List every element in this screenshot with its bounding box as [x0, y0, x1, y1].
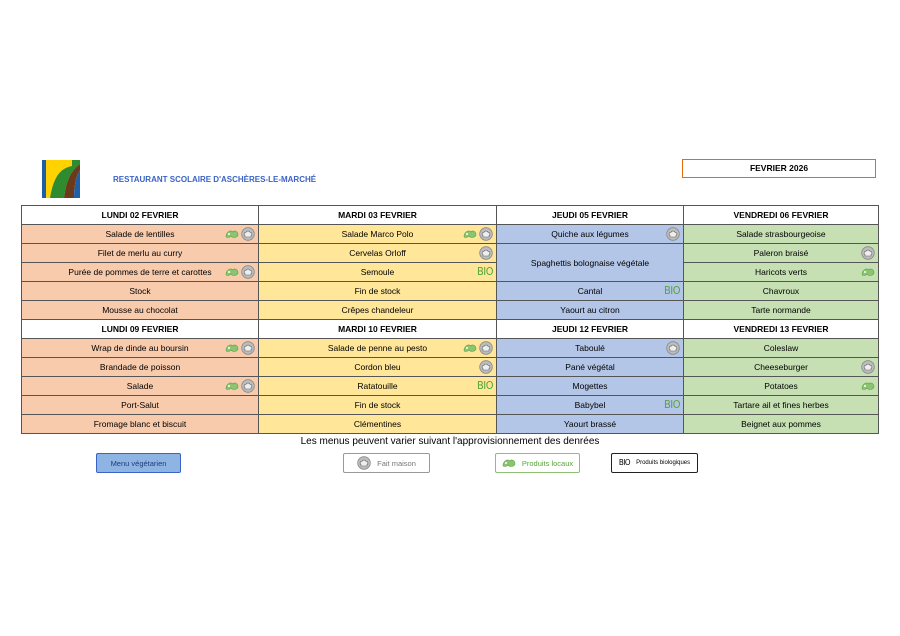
chef-hat-icon — [479, 227, 493, 241]
dish-name: Cheeseburger — [754, 362, 808, 372]
dish-name: Cantal — [577, 286, 603, 296]
local-products-icon — [861, 381, 875, 391]
dish-cell — [497, 377, 684, 396]
dish-name: Tartare ail et fines herbes — [733, 400, 829, 410]
bio-label-icon: BIO — [618, 458, 631, 467]
menu-row — [22, 301, 879, 320]
dish-cell — [22, 396, 259, 415]
day-header: LUNDI 09 FEVRIER — [22, 320, 259, 339]
dish-name: Purée de pommes de terre et carottes — [68, 267, 212, 277]
day-header: VENDREDI 13 FEVRIER — [684, 320, 879, 339]
legend-bio-label: Produits biologiques — [636, 460, 691, 466]
month-title: FEVRIER 2026 — [682, 159, 876, 178]
dish-cell — [684, 301, 879, 320]
dish-icons — [477, 265, 493, 279]
day-header: LUNDI 02 FEVRIER — [22, 206, 259, 225]
dish-cell — [22, 339, 259, 358]
dish-name: Paleron braisé — [753, 248, 809, 258]
dish-name: Ratatouille — [357, 381, 398, 391]
legend-fait-maison-label: Fait maison — [377, 458, 416, 468]
bio-label-icon: BIO — [477, 379, 493, 392]
restaurant-title: RESTAURANT SCOLAIRE D'ASCHÈRES-LE-MARCHÉ — [113, 175, 317, 184]
dish-cell — [497, 282, 684, 301]
day-header: MARDI 03 FEVRIER — [259, 206, 497, 225]
dish-icons — [225, 265, 255, 279]
supply-note: Les menus peuvent varier suivant l'approvisionnement des denrées — [300, 436, 600, 447]
dish-name: Salade de lentilles — [105, 229, 175, 239]
chef-hat-icon — [479, 360, 493, 374]
dish-name: Quiche aux légumes — [551, 229, 629, 239]
dish-name: Haricots verts — [755, 267, 807, 277]
dish-name: Crêpes chandeleur — [341, 305, 414, 315]
dish-name: Port-Salut — [121, 400, 159, 410]
dish-cell — [22, 263, 259, 282]
local-products-icon — [463, 229, 477, 239]
local-products-icon — [861, 267, 875, 277]
dish-cell — [259, 396, 497, 415]
menu-row — [22, 263, 879, 282]
chef-hat-icon — [861, 360, 875, 374]
dish-icons — [664, 284, 680, 298]
chef-hat-icon — [241, 379, 255, 393]
bio-label-icon: BIO — [664, 398, 680, 411]
dish-cell — [259, 282, 497, 301]
local-products-icon — [225, 381, 239, 391]
legend-local-label: Produits locaux — [521, 458, 574, 468]
dish-cell — [497, 301, 684, 320]
local-products-icon — [225, 267, 239, 277]
dish-cell — [22, 225, 259, 244]
day-header-row — [22, 206, 879, 225]
menu-row — [22, 244, 879, 263]
chef-hat-icon — [479, 341, 493, 355]
dish-cell — [684, 377, 879, 396]
dish-cell — [22, 301, 259, 320]
day-header: MARDI 10 FEVRIER — [259, 320, 497, 339]
dish-name: Filet de merlu au curry — [97, 248, 183, 258]
dish-cell — [684, 396, 879, 415]
dish-icons — [861, 360, 875, 374]
chef-hat-icon — [357, 456, 371, 470]
dish-name: Spaghettis bolognaise végétale — [530, 257, 650, 268]
day-header: VENDREDI 06 FEVRIER — [684, 206, 879, 225]
dish-name: Salade strasbourgeoise — [736, 229, 826, 239]
dish-cell — [684, 225, 879, 244]
dish-name: Chavroux — [762, 286, 800, 296]
dish-icons — [666, 341, 680, 355]
menu-row — [22, 358, 879, 377]
dish-name: Tarte normande — [751, 305, 811, 315]
local-products-icon — [502, 458, 516, 468]
dish-cell — [497, 415, 684, 434]
dish-cell — [684, 358, 879, 377]
day-header: JEUDI 12 FEVRIER — [497, 320, 684, 339]
chef-hat-icon — [666, 227, 680, 241]
dish-icons — [479, 360, 493, 374]
dish-name: Coleslaw — [763, 343, 799, 353]
dish-cell — [497, 339, 684, 358]
chef-hat-icon — [241, 265, 255, 279]
dish-name: Wrap de dinde au boursin — [91, 343, 189, 353]
dish-icons — [463, 227, 493, 241]
menu-row — [22, 415, 879, 434]
dish-cell — [259, 225, 497, 244]
dish-name: Beignet aux pommes — [741, 419, 821, 429]
bio-label-icon: BIO — [477, 265, 493, 278]
local-products-icon — [225, 229, 239, 239]
dish-cell — [22, 358, 259, 377]
dish-cell — [684, 415, 879, 434]
local-products-icon — [225, 343, 239, 353]
dish-name: Stock — [129, 286, 151, 296]
dish-icons — [225, 379, 255, 393]
dish-cell — [684, 263, 879, 282]
dish-cell — [22, 415, 259, 434]
dish-cell — [684, 282, 879, 301]
menu-row — [22, 282, 879, 301]
dish-name: Semoule — [360, 267, 395, 277]
dish-name: Salade de penne au pesto — [327, 343, 428, 353]
dish-icons — [666, 227, 680, 241]
menu-row — [22, 377, 879, 396]
dish-cell — [259, 339, 497, 358]
chef-hat-icon — [861, 246, 875, 260]
chef-hat-icon — [479, 246, 493, 260]
dish-cell — [684, 244, 879, 263]
dish-name: Salade — [126, 381, 154, 391]
dish-cell — [684, 339, 879, 358]
dish-name: Taboulé — [575, 343, 605, 353]
dish-cell — [497, 396, 684, 415]
dish-name: Potatoes — [764, 381, 798, 391]
dish-name: Salade Marco Polo — [341, 229, 414, 239]
dish-name: Babybel — [574, 400, 606, 410]
dish-cell — [22, 244, 259, 263]
menu-row — [22, 225, 879, 244]
chef-hat-icon — [241, 341, 255, 355]
legend-bio — [611, 453, 698, 473]
menu-row — [22, 339, 879, 358]
dish-icons — [861, 265, 875, 279]
dish-icons — [477, 379, 493, 393]
dish-name: Fin de stock — [354, 400, 401, 410]
dish-icons — [861, 379, 875, 393]
dish-cell — [259, 301, 497, 320]
dish-icons — [479, 246, 493, 260]
dish-name: Fromage blanc et biscuit — [93, 419, 187, 429]
legend-fait-maison — [343, 453, 430, 473]
dish-name: Mogettes — [572, 381, 608, 391]
legend-vegetarian — [96, 453, 181, 473]
dish-icons — [664, 398, 680, 412]
dish-name: Fin de stock — [354, 286, 401, 296]
dish-name: Yaourt brassé — [563, 419, 617, 429]
dish-cell — [259, 263, 497, 282]
dish-cell — [259, 358, 497, 377]
menu-row — [22, 396, 879, 415]
dish-cell — [22, 377, 259, 396]
dish-cell — [259, 415, 497, 434]
chef-hat-icon — [666, 341, 680, 355]
local-products-icon — [463, 343, 477, 353]
dish-cell — [497, 244, 684, 282]
dish-cell — [259, 244, 497, 263]
dish-cell — [497, 358, 684, 377]
day-header: JEUDI 05 FEVRIER — [497, 206, 684, 225]
legend-vegetarian-label: Menu végétarien — [110, 458, 167, 468]
dish-icons — [463, 341, 493, 355]
menu-table — [21, 205, 879, 434]
dish-icons — [225, 227, 255, 241]
dish-name: Cervelas Orloff — [349, 248, 406, 258]
dish-icons — [861, 246, 875, 260]
dish-icons — [225, 341, 255, 355]
bio-label-icon: BIO — [664, 284, 680, 297]
dish-name: Cordon bleu — [354, 362, 401, 372]
school-logo — [42, 160, 80, 198]
dish-name: Mousse au chocolat — [102, 305, 178, 315]
dish-name: Pané végétal — [565, 362, 615, 372]
legend-local — [495, 453, 580, 473]
day-header-row — [22, 320, 879, 339]
dish-cell — [22, 282, 259, 301]
dish-cell — [497, 225, 684, 244]
dish-name: Brandade de poisson — [99, 362, 181, 372]
chef-hat-icon — [241, 227, 255, 241]
dish-name: Yaourt au citron — [560, 305, 620, 315]
dish-name: Clémentines — [353, 419, 402, 429]
dish-cell — [259, 377, 497, 396]
